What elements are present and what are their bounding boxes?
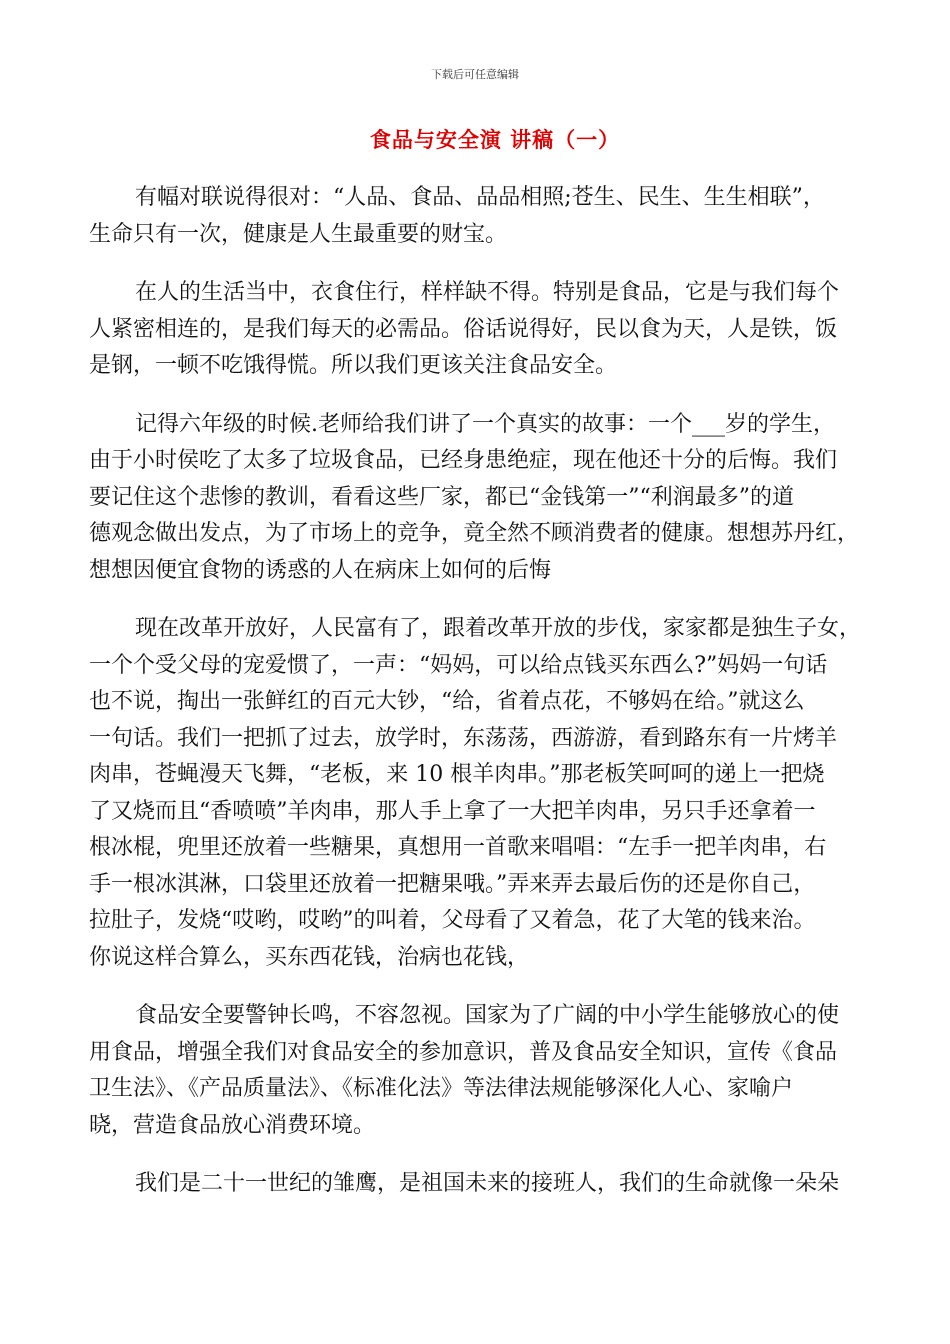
paragraph-line: 用食品，增强全我们对食品安全的参加意识，普及食品安全知识，宣传《食品	[89, 1039, 838, 1065]
paragraph	[89, 407, 859, 590]
document-body	[89, 180, 862, 1225]
paragraph-line: 晓，营造食品放心消费环境。	[89, 1112, 376, 1138]
paragraph	[89, 611, 862, 976]
paragraph-line: 要记住这个悲惨的教训，看看这些厂家，都已“金钱第一”“利润最多”的道	[89, 484, 794, 510]
paragraph-line: 生命只有一次，健康是人生最重要的财宝。	[89, 221, 508, 247]
paragraph-line: 由于小时侯吃了太多了垃圾食品，已经身患绝症，现在他还十分的后悔。我们	[89, 448, 838, 473]
paragraph-line: 是钢，一顿不吃饿得慌。所以我们更该关注食品安全。	[89, 353, 618, 378]
paragraph-line: 在人的生活当中，衣食住行，样样缺不得。特别是食品，它是与我们每个	[135, 280, 840, 305]
paragraph-line: 记得六年级的时候.老师给我们讲了一个真实的故事：一个___岁的学生，	[135, 411, 835, 437]
document-title: 食品与安全演 讲稿（一）	[369, 127, 621, 152]
paragraph	[89, 1166, 859, 1203]
paragraph-line: 现在改革开放好，人民富有了，跟着改革开放的步伐，家家都是独生子女，	[135, 616, 862, 641]
paragraph-line: 你说这样合算么，买东西花钱，治病也花钱，	[89, 944, 530, 970]
paragraph-line: 想想因便宜食物的诱惑的人在病床上如何的后悔	[89, 557, 552, 583]
paragraph-line: 有幅对联说得很对：“人品、食品、品品相照;苍生、民生、生生相联”，	[135, 185, 825, 210]
paragraph	[89, 275, 859, 385]
paragraph	[89, 998, 859, 1144]
paragraph-line: 人紧密相连的，是我们每天的必需品。俗话说得好，民以食为天，人是铁，饭	[89, 316, 838, 342]
paragraph-line: 食品安全要警钟长鸣，不容忽视。国家为了广阔的中小学生能够放心的使	[135, 1003, 840, 1028]
header-note: 下载后可任意编辑	[431, 68, 519, 81]
paragraph-line: 根冰棍，兜里还放着一些糖果，真想用一首歌来唱唱：“左手一把羊肉串，右	[89, 835, 827, 860]
paragraph	[89, 180, 859, 253]
paragraph-line: 也不说，掏出一张鲜红的百元大钞，“给，省着点花，不够妈在给。”就这么	[89, 689, 805, 714]
paragraph-line: 手一根冰淇淋，口袋里还放着一把糖果哦。”弄来弄去最后伤的还是你自己，	[89, 871, 816, 897]
paragraph-line: 德观念做出发点，为了市场上的竞争，竟全然不顾消费者的健康。想想苏丹红，	[89, 521, 860, 546]
paragraph-line: 了又烧而且“香喷喷”羊肉串，那人手上拿了一大把羊肉串，另只手还拿着一	[89, 798, 816, 824]
paragraph-line: 卫生法》、《产品质量法》、《标准化法》等法律法规能够深化人心、家喻户	[89, 1076, 794, 1101]
paragraph-line: 一句话。我们一把抓了过去，放学时，东荡荡，西游游，看到路东有一片烤羊	[89, 725, 838, 751]
paragraph-line: 一个个受父母的宠爱惯了，一声：“妈妈，可以给点钱买东西么?”妈妈一句话	[89, 652, 828, 678]
paragraph-line: 拉肚子，发烧“哎哟，哎哟”的叫着，父母看了又着急，花了大笔的钱来治。	[89, 908, 816, 933]
paragraph-line: 我们是二十一世纪的雏鹰，是祖国未来的接班人，我们的生命就像一朵朵	[135, 1171, 840, 1196]
paragraph-line: 肉串，苍蝇漫天飞舞，“老板，来 10 根羊肉串。”那老板笑呵呵的递上一把烧	[89, 762, 825, 787]
